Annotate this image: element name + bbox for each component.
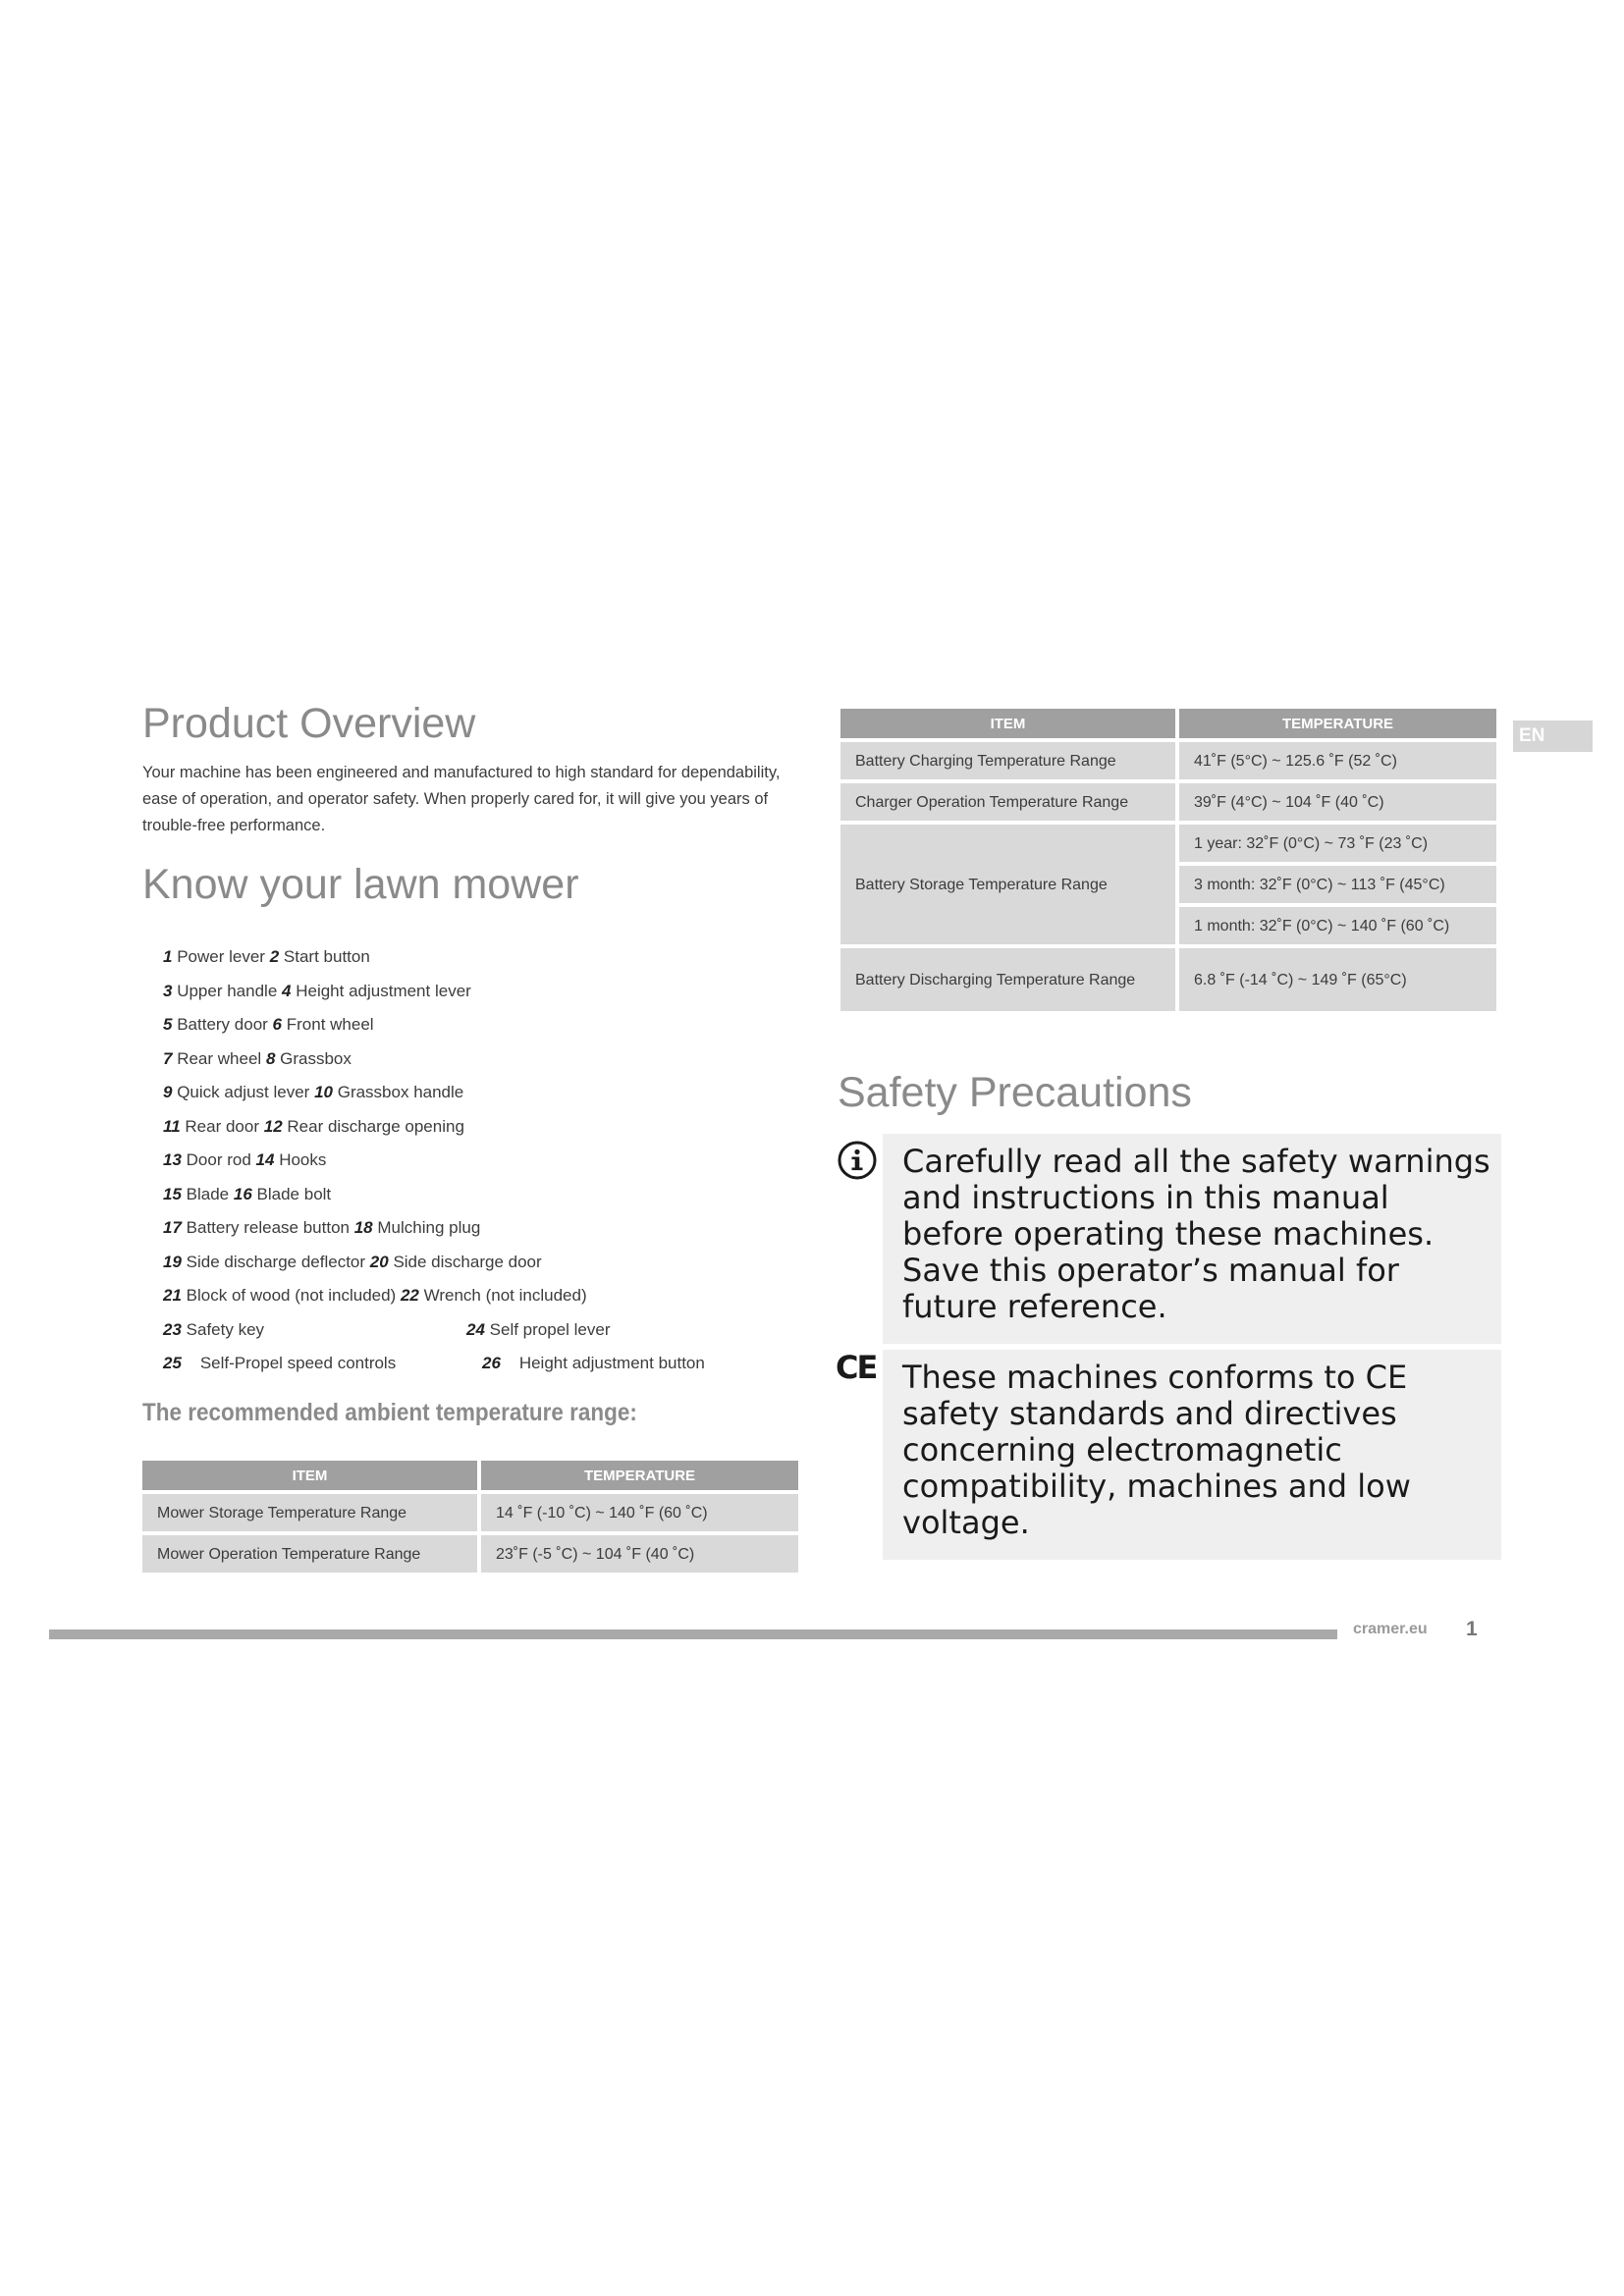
part-number: 13	[163, 1150, 182, 1169]
part-number: 12	[263, 1116, 283, 1136]
table-cell-item: Charger Operation Temperature Range	[840, 783, 1175, 821]
list-item	[163, 1042, 587, 1077]
list-item	[163, 1211, 587, 1246]
list-item	[163, 1178, 587, 1212]
table-row	[840, 825, 1496, 862]
part-label: Safety key	[186, 1319, 265, 1339]
list-item	[163, 1347, 705, 1381]
part-label: Grassbox handle	[337, 1083, 464, 1101]
table-header-item: ITEM	[142, 1461, 477, 1490]
table-row	[840, 783, 1496, 821]
ambient-temperature-heading: The recommended ambient temperature range:	[142, 1399, 637, 1426]
part-entry	[163, 1320, 264, 1339]
part-label: Self-Propel speed controls	[199, 1354, 397, 1372]
part-entry	[482, 1347, 705, 1381]
know-mower-heading: Know your lawn mower	[142, 861, 579, 908]
part-label: Power lever	[177, 947, 265, 966]
part-number: 21	[163, 1286, 182, 1305]
list-item	[163, 975, 587, 1009]
part-number: 19	[163, 1252, 182, 1271]
language-badge: EN	[1513, 721, 1593, 752]
part-number: 26	[482, 1354, 501, 1372]
part-number: 24	[466, 1319, 485, 1339]
part-number: 25	[163, 1354, 182, 1372]
ce-mark-icon: CE	[836, 1349, 877, 1386]
part-number: 2	[269, 947, 280, 966]
part-entry	[163, 1354, 396, 1372]
part-label: Rear wheel	[177, 1048, 262, 1068]
ambient-temperature-table	[138, 1457, 802, 1576]
part-number: 11	[163, 1116, 181, 1136]
list-item	[163, 1313, 611, 1348]
list-item	[163, 1110, 587, 1145]
part-number: 14	[255, 1150, 275, 1169]
table-cell-temperature: 1 year: 32˚F (0°C) ~ 73 ˚F (23 ˚C)	[1179, 825, 1496, 862]
part-label: Upper handle	[177, 981, 278, 1000]
part-label: Grassbox	[280, 1048, 352, 1068]
part-label: Battery release button	[186, 1218, 350, 1237]
table-header-item: ITEM	[840, 709, 1175, 738]
table-row	[142, 1494, 798, 1531]
list-item	[163, 1076, 587, 1110]
list-item	[163, 1008, 587, 1042]
part-label: Blade	[186, 1184, 230, 1203]
table-cell-temperature: 14 ˚F (-10 ˚C) ~ 140 ˚F (60 ˚C)	[481, 1494, 798, 1531]
part-label: Rear discharge opening	[287, 1116, 464, 1136]
part-label: Block of wood (not included)	[186, 1286, 397, 1305]
part-number: 20	[369, 1252, 389, 1271]
part-label: Side discharge deflector	[186, 1252, 366, 1271]
part-label: Height adjustment button	[518, 1354, 705, 1372]
battery-temperature-table	[837, 705, 1500, 1015]
table-row	[840, 948, 1496, 1011]
part-number: 1	[163, 947, 173, 966]
part-number: 23	[163, 1319, 182, 1339]
part-label: Quick adjust lever	[177, 1083, 310, 1101]
product-overview-intro: Your machine has been engineered and manufactured to high standard for dependability, ease of operation, and operator safety. When properly cared for, it will give you years of trouble-free performance.	[142, 764, 781, 834]
table-cell-temperature: 3 month: 32˚F (0°C) ~ 113 ˚F (45°C)	[1179, 866, 1496, 903]
parts-list	[163, 940, 705, 1381]
part-label: Rear door	[185, 1116, 259, 1136]
part-number: 17	[163, 1218, 182, 1237]
table-cell-temperature: 39˚F (4°C) ~ 104 ˚F (40 ˚C)	[1179, 783, 1496, 821]
safety-warning-text: Carefully read all the safety warnings and instructions in this manual before operating these machines. Save this operator’s manual for future reference.	[902, 1143, 1490, 1325]
part-number: 18	[353, 1218, 373, 1237]
table-cell-temperature: 23˚F (-5 ˚C) ~ 104 ˚F (40 ˚C)	[481, 1535, 798, 1573]
part-label: Blade bolt	[256, 1184, 332, 1203]
part-label: Mulching plug	[377, 1218, 481, 1237]
part-number: 6	[272, 1015, 283, 1034]
part-label: Door rod	[186, 1150, 251, 1169]
part-number: 3	[163, 981, 173, 1000]
part-number: 22	[400, 1286, 419, 1305]
table-cell-temperature: 1 month: 32˚F (0°C) ~ 140 ˚F (60 ˚C)	[1179, 907, 1496, 944]
table-cell-temperature: 41˚F (5°C) ~ 125.6 ˚F (52 ˚C)	[1179, 742, 1496, 779]
part-number: 5	[163, 1015, 173, 1034]
table-header-temperature: TEMPERATURE	[481, 1461, 798, 1490]
ce-conformity-text: These machines conforms to CE safety standards and directives concerning electromagnetic compatibility, machines and low voltage.	[902, 1359, 1411, 1541]
part-label: Start button	[283, 947, 370, 966]
table-cell-item: Battery Storage Temperature Range	[840, 825, 1175, 944]
list-item	[163, 1246, 587, 1280]
table-header-row	[142, 1461, 798, 1490]
safety-warning-box	[883, 1134, 1501, 1344]
part-number: 16	[233, 1184, 252, 1203]
table-header-temperature: TEMPERATURE	[1179, 709, 1496, 738]
safety-precautions-heading: Safety Precautions	[838, 1069, 1192, 1116]
product-overview-heading: Product Overview	[142, 700, 476, 747]
part-label: Self propel lever	[489, 1319, 611, 1339]
table-cell-item: Mower Operation Temperature Range	[142, 1535, 477, 1573]
ce-conformity-box	[883, 1350, 1501, 1560]
table-row	[142, 1535, 798, 1573]
footer-bar	[49, 1629, 1337, 1639]
info-circle-icon	[837, 1140, 878, 1181]
table-header-row	[840, 709, 1496, 738]
footer-website: cramer.eu	[1353, 1621, 1428, 1637]
part-label: Hooks	[279, 1150, 327, 1169]
list-item	[163, 1279, 587, 1313]
page-number: 1	[1466, 1618, 1478, 1640]
part-number: 15	[163, 1184, 182, 1203]
table-cell-temperature: 6.8 ˚F (-14 ˚C) ~ 149 ˚F (65°C)	[1179, 948, 1496, 1011]
part-label: Height adjustment lever	[296, 981, 471, 1000]
table-cell-item: Mower Storage Temperature Range	[142, 1494, 477, 1531]
part-number: 7	[163, 1048, 173, 1068]
part-label: Side discharge door	[393, 1252, 542, 1271]
part-number: 10	[314, 1083, 333, 1101]
part-label: Battery door	[177, 1015, 268, 1034]
list-item	[163, 940, 587, 975]
table-row	[840, 742, 1496, 779]
table-cell-item: Battery Charging Temperature Range	[840, 742, 1175, 779]
part-number: 8	[265, 1048, 276, 1068]
part-label: Wrench (not included)	[423, 1286, 587, 1305]
list-item	[163, 1144, 587, 1178]
part-number: 4	[282, 981, 292, 1000]
part-number: 9	[163, 1083, 173, 1101]
table-cell-item: Battery Discharging Temperature Range	[840, 948, 1175, 1011]
part-entry	[466, 1313, 611, 1348]
part-label: Front wheel	[286, 1015, 374, 1034]
